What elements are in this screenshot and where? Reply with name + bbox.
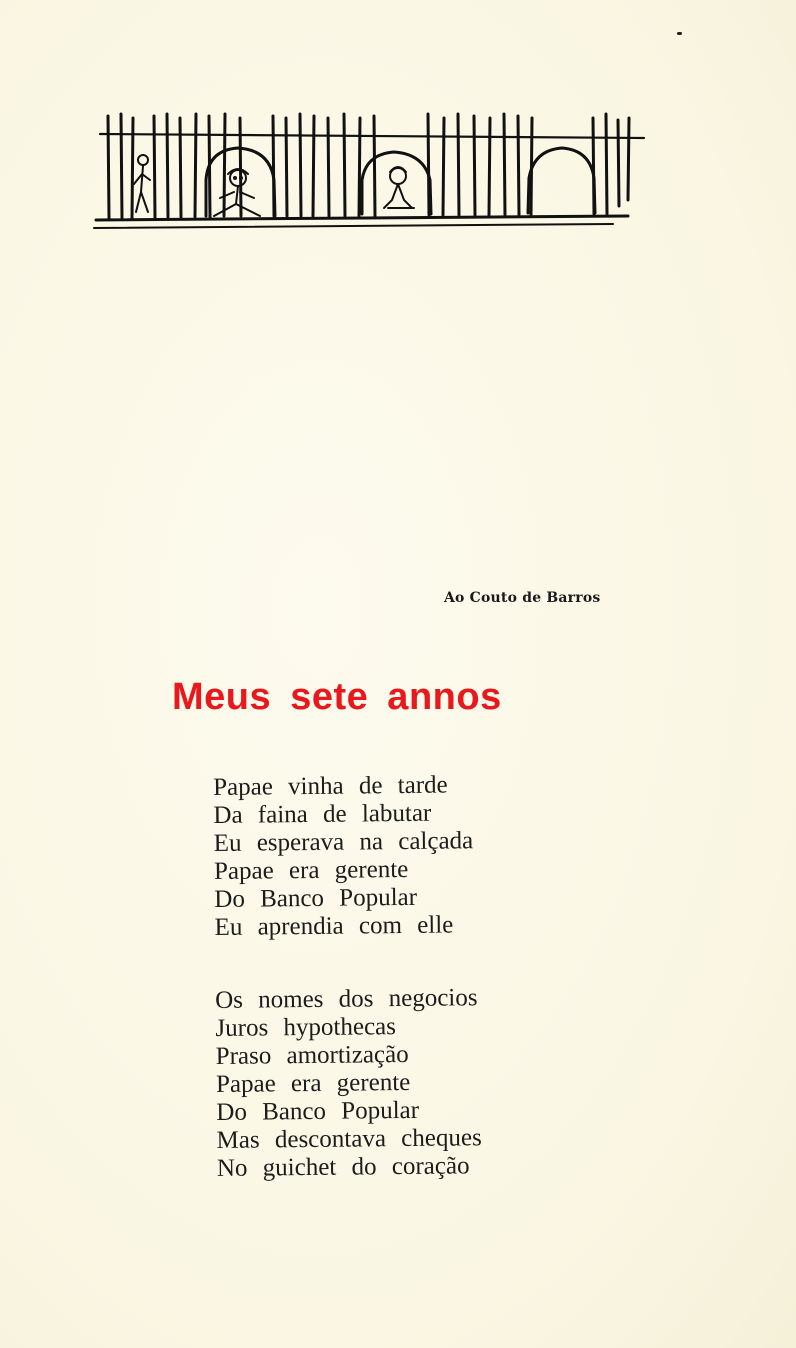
poem-line: Mas descontava cheques <box>216 1124 482 1154</box>
poem-line: Eu aprendia com elle <box>214 911 454 941</box>
stanza-2 <box>215 984 482 1183</box>
fence-arches <box>206 148 595 216</box>
ink-speck <box>677 32 682 35</box>
fence-with-figures-drawing <box>88 100 648 240</box>
poem-line: Da faina de labutar <box>213 799 432 829</box>
poem-line: Papae vinha de tarde <box>213 771 448 801</box>
poem-line: No guichet do coração <box>216 1152 470 1182</box>
seated-figure-drawing <box>384 167 414 208</box>
poem-line: Praso amortização <box>215 1040 409 1070</box>
poem-line: Juros hypothecas <box>215 1013 397 1042</box>
fence-ground-line <box>96 216 628 220</box>
fence-bottom-line <box>94 224 613 228</box>
child-figure-drawing <box>214 169 260 216</box>
dedication: Ao Couto de Barros <box>444 590 601 606</box>
poem-line: Os nomes dos negocios <box>215 984 478 1014</box>
poem-line: Eu esperava na calçada <box>213 827 474 857</box>
poem-line: Do Banco Popular <box>214 883 418 913</box>
stanza-1 <box>213 771 474 942</box>
poem-title: Meus sete annos <box>172 676 502 718</box>
poem-line: Papae era gerente <box>213 855 409 885</box>
poem-line: Papae era gerente <box>215 1068 411 1098</box>
standing-figure-drawing <box>134 155 150 212</box>
poem-line: Do Banco Popular <box>216 1096 420 1126</box>
